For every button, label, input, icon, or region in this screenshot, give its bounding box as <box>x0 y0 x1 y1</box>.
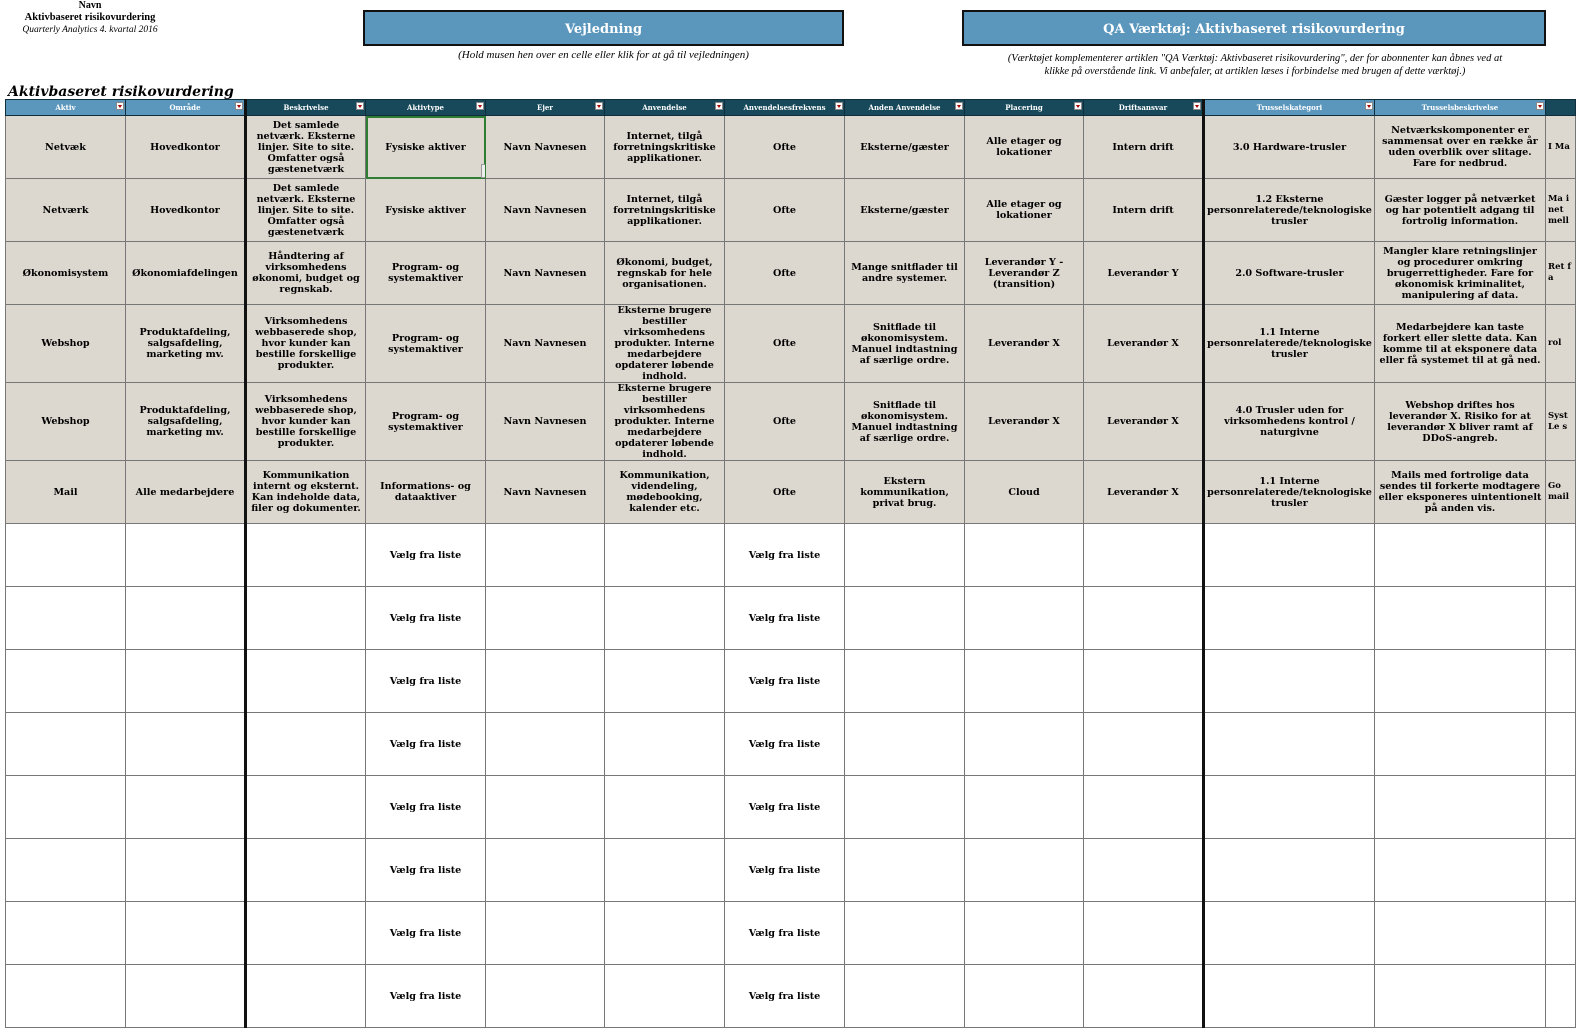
table-cell[interactable] <box>845 965 965 1028</box>
table-cell[interactable] <box>246 965 366 1028</box>
table-cell[interactable]: Håndtering af virksomhedens økonomi, budget og regnskab. <box>246 242 366 305</box>
table-cell[interactable] <box>246 524 366 587</box>
filter-dropdown-icon[interactable] <box>1536 102 1544 110</box>
table-cell[interactable]: Vælg fra liste <box>725 713 845 776</box>
table-cell[interactable] <box>605 650 725 713</box>
table-cell[interactable]: Vælg fra liste <box>366 524 486 587</box>
table-cell[interactable]: Ofte <box>725 305 845 383</box>
table-cell[interactable]: Økonomiafdelingen <box>126 242 246 305</box>
table-row <box>6 965 1576 1028</box>
table-cell[interactable] <box>486 965 605 1028</box>
table-cell[interactable] <box>1204 587 1375 650</box>
table-cell[interactable]: Vælg fra liste <box>366 902 486 965</box>
table-row <box>6 650 1576 713</box>
column-header-label: Anvendelsesfrekvens <box>743 103 826 112</box>
table-cell[interactable]: Ma i net mell <box>1546 179 1576 242</box>
table-cell[interactable]: Snitflade til økonomisystem. Manuel indtastning af særlige ordre. <box>845 305 965 383</box>
table-cell[interactable]: Mail <box>6 461 126 524</box>
table-cell[interactable] <box>1084 839 1204 902</box>
table-cell[interactable]: Netvæk <box>6 116 126 179</box>
table-cell[interactable] <box>605 965 725 1028</box>
table-cell[interactable] <box>6 650 126 713</box>
table-cell[interactable]: Eksterne brugere bestiller virksomhedens produkter. Interne medarbejdere opdaterer løbende indhold. <box>605 383 725 461</box>
table-cell[interactable] <box>1084 902 1204 965</box>
table-cell[interactable]: Alle etager og lokationer <box>965 116 1084 179</box>
table-cell[interactable]: Mails med fortrolige data sendes til forkerte modtagere eller eksponeres uintentionelt på anden vis. <box>1375 461 1546 524</box>
table-cell[interactable] <box>246 902 366 965</box>
table-cell[interactable] <box>845 713 965 776</box>
table-cell[interactable]: Det samlede netværk. Eksterne linjer. Site to site. Omfatter også gæstenetværk <box>246 179 366 242</box>
table-cell[interactable] <box>1084 650 1204 713</box>
table-cell[interactable] <box>1546 965 1576 1028</box>
table-cell[interactable]: Eksterne brugere bestiller virksomhedens produkter. Interne medarbejdere opdaterer løbende indhold. <box>605 305 725 383</box>
table-cell[interactable] <box>605 839 725 902</box>
table-cell[interactable]: Alle etager og lokationer <box>965 179 1084 242</box>
table-cell[interactable]: Ekstern kommunikation, privat brug. <box>845 461 965 524</box>
column-header[interactable] <box>1546 100 1576 116</box>
table-cell[interactable] <box>845 839 965 902</box>
table-cell[interactable]: Intern drift <box>1084 179 1204 242</box>
table-cell[interactable] <box>126 524 246 587</box>
table-cell[interactable]: Ret f a <box>1546 242 1576 305</box>
table-cell[interactable]: Leverandør X <box>1084 305 1204 383</box>
filter-dropdown-icon[interactable] <box>835 102 843 110</box>
column-header[interactable] <box>725 100 845 116</box>
document-subtitle: Quarterly Analytics 4. kvartal 2016 <box>22 25 158 35</box>
tool-note-line-1: (Værktøjet komplementerer artiklen "QA Værktøj: Aktivbaseret risikovurdering", der for abonnenter kan åbnes ved at <box>1007 53 1503 64</box>
table-cell[interactable]: Leverandør X <box>1084 383 1204 461</box>
table-cell[interactable]: 1.1 Interne personrelaterede/teknologiske trusler <box>1204 461 1375 524</box>
table-cell[interactable]: Internet, tilgå forretningskritiske applikationer. <box>605 116 725 179</box>
table-cell[interactable] <box>1375 587 1546 650</box>
column-header-label: Trusselsbeskrivelse <box>1421 103 1499 112</box>
table-cell[interactable] <box>486 713 605 776</box>
table-cell[interactable]: Leverandør X <box>965 305 1084 383</box>
table-cell[interactable]: I Ma <box>1546 116 1576 179</box>
table-row <box>6 839 1576 902</box>
table-cell[interactable]: Fysiske aktiver <box>366 179 486 242</box>
column-header[interactable] <box>1084 100 1204 116</box>
table-cell[interactable]: 1.1 Interne personrelaterede/teknologiske trusler <box>1204 305 1375 383</box>
table-cell[interactable]: Vælg fra liste <box>366 839 486 902</box>
document-header <box>0 0 180 36</box>
table-cell[interactable]: 2.0 Software-trusler <box>1204 242 1375 305</box>
table-cell[interactable]: Navn Navnesen <box>486 179 605 242</box>
table-cell[interactable] <box>486 839 605 902</box>
table-row <box>6 902 1576 965</box>
table-cell[interactable] <box>246 587 366 650</box>
table-cell[interactable]: Fysiske aktiver <box>366 116 486 179</box>
filter-dropdown-icon[interactable] <box>715 102 723 110</box>
table-cell[interactable]: Webshop driftes hos leverandør X. Risiko for at leverandør X bliver ramt af DDoS-angreb. <box>1375 383 1546 461</box>
column-header-label: Ejer <box>536 103 553 112</box>
table-cell[interactable] <box>246 713 366 776</box>
table-cell[interactable] <box>965 713 1084 776</box>
table-row <box>6 776 1576 839</box>
table-cell[interactable] <box>605 524 725 587</box>
table-cell[interactable]: Ofte <box>725 116 845 179</box>
table-cell[interactable]: Eksterne/gæster <box>845 179 965 242</box>
table-cell[interactable] <box>605 713 725 776</box>
table-cell[interactable] <box>246 839 366 902</box>
table-cell[interactable]: Leverandør Y - Leverandør Z (transition) <box>965 242 1084 305</box>
table-cell[interactable] <box>486 650 605 713</box>
filter-dropdown-icon[interactable] <box>1365 102 1373 110</box>
table-cell[interactable]: rol <box>1546 305 1576 383</box>
column-header-label: Område <box>169 103 201 112</box>
table-cell[interactable] <box>1084 524 1204 587</box>
tool-link-button[interactable]: QA Værktøj: Aktivbaseret risikovurdering <box>962 10 1546 46</box>
column-header[interactable] <box>486 100 605 116</box>
table-cell[interactable]: Hovedkontor <box>126 116 246 179</box>
table-row <box>6 524 1576 587</box>
table-cell[interactable] <box>6 902 126 965</box>
table-cell[interactable] <box>486 776 605 839</box>
table-cell[interactable] <box>1204 713 1375 776</box>
table-cell[interactable] <box>126 776 246 839</box>
table-cell[interactable]: Vælg fra liste <box>725 776 845 839</box>
table-cell[interactable]: Leverandør X <box>965 383 1084 461</box>
table-cell[interactable]: Vælg fra liste <box>725 524 845 587</box>
table-cell[interactable]: Gæster logger på netværket og har potentielt adgang til fortrolig information. <box>1375 179 1546 242</box>
table-row <box>6 383 1576 461</box>
filter-dropdown-icon[interactable] <box>1074 102 1082 110</box>
table-cell[interactable]: Kommunikation internt og eksternt. Kan indeholde data, filer og dokumenter. <box>246 461 366 524</box>
table-cell[interactable] <box>1204 776 1375 839</box>
table-cell[interactable]: Vælg fra liste <box>366 713 486 776</box>
table-row <box>6 713 1576 776</box>
column-header[interactable] <box>1204 100 1375 116</box>
table-cell[interactable] <box>1546 587 1576 650</box>
filter-dropdown-icon[interactable] <box>1193 102 1201 110</box>
table-cell[interactable]: Produktafdeling, salgsafdeling, marketing mv. <box>126 383 246 461</box>
filter-dropdown-icon[interactable] <box>356 102 364 110</box>
table-cell[interactable]: Snitflade til økonomisystem. Manuel indtastning af særlige ordre. <box>845 383 965 461</box>
guide-button[interactable]: Vejledning <box>363 10 844 46</box>
table-cell[interactable] <box>1375 902 1546 965</box>
column-header[interactable] <box>965 100 1084 116</box>
table-cell[interactable]: Alle medarbejdere <box>126 461 246 524</box>
filter-dropdown-icon[interactable] <box>116 102 124 110</box>
table-cell[interactable]: Eksterne/gæster <box>845 116 965 179</box>
table-cell[interactable]: Ofte <box>725 242 845 305</box>
table-cell[interactable] <box>126 713 246 776</box>
table-cell[interactable] <box>126 587 246 650</box>
column-header-label: Aktivtype <box>407 103 444 112</box>
table-cell[interactable]: Mange snitflader til andre systemer. <box>845 242 965 305</box>
table-cell[interactable]: Det samlede netværk. Eksterne linjer. Site to site. Omfatter også gæstenetværk <box>246 116 366 179</box>
table-cell[interactable]: Cloud <box>965 461 1084 524</box>
table-cell[interactable] <box>126 965 246 1028</box>
table-cell[interactable] <box>246 776 366 839</box>
table-cell[interactable] <box>1204 524 1375 587</box>
table-cell[interactable] <box>126 650 246 713</box>
table-cell[interactable] <box>6 776 126 839</box>
table-cell[interactable] <box>1546 902 1576 965</box>
table-cell[interactable] <box>1375 965 1546 1028</box>
table-cell[interactable] <box>605 776 725 839</box>
table-cell[interactable] <box>246 650 366 713</box>
table-cell[interactable]: Vælg fra liste <box>366 776 486 839</box>
table-cell[interactable] <box>965 524 1084 587</box>
name-label: Navn <box>78 0 102 11</box>
table-cell[interactable]: Intern drift <box>1084 116 1204 179</box>
filter-dropdown-icon[interactable] <box>595 102 603 110</box>
table-cell[interactable] <box>1084 965 1204 1028</box>
table-cell[interactable] <box>605 902 725 965</box>
table-cell[interactable]: Vælg fra liste <box>725 587 845 650</box>
table-cell[interactable] <box>1546 650 1576 713</box>
table-cell[interactable] <box>6 587 126 650</box>
table-cell[interactable] <box>1204 650 1375 713</box>
table-cell[interactable]: Leverandør X <box>1084 461 1204 524</box>
header-row <box>6 100 1576 116</box>
table-cell[interactable]: Økonomi, budget, regnskab for hele organisationen. <box>605 242 725 305</box>
column-header[interactable] <box>126 100 246 116</box>
table-cell[interactable]: Navn Navnesen <box>486 461 605 524</box>
table-cell[interactable]: Vælg fra liste <box>366 587 486 650</box>
table-cell[interactable]: Vælg fra liste <box>725 965 845 1028</box>
table-body <box>6 116 1576 1028</box>
filter-dropdown-icon[interactable] <box>476 102 484 110</box>
table-cell[interactable]: Vælg fra liste <box>725 650 845 713</box>
table-cell[interactable] <box>1084 587 1204 650</box>
table-cell[interactable] <box>1375 776 1546 839</box>
table-cell[interactable]: Go mail <box>1546 461 1576 524</box>
column-header[interactable] <box>1375 100 1546 116</box>
table-cell[interactable]: Produktafdeling, salgsafdeling, marketing mv. <box>126 305 246 383</box>
table-row <box>6 242 1576 305</box>
table-cell[interactable]: Syst Le s <box>1546 383 1576 461</box>
filter-dropdown-icon[interactable] <box>235 102 243 110</box>
table-cell[interactable]: Netværk <box>6 179 126 242</box>
table-cell[interactable] <box>845 587 965 650</box>
column-header[interactable] <box>6 100 126 116</box>
column-header-label: Placering <box>1005 103 1043 112</box>
table-cell[interactable] <box>605 587 725 650</box>
table-cell[interactable]: Kommunikation, videndeling, mødebooking, kalender etc. <box>605 461 725 524</box>
table-cell[interactable] <box>1204 839 1375 902</box>
filter-dropdown-icon[interactable] <box>955 102 963 110</box>
column-header[interactable] <box>845 100 965 116</box>
table-cell[interactable]: Ofte <box>725 383 845 461</box>
table-cell[interactable] <box>6 839 126 902</box>
table-cell[interactable] <box>1546 713 1576 776</box>
table-cell[interactable] <box>126 902 246 965</box>
table-cell[interactable] <box>1546 776 1576 839</box>
table-cell[interactable] <box>486 587 605 650</box>
table-cell[interactable]: Vælg fra liste <box>725 902 845 965</box>
table-cell[interactable] <box>845 902 965 965</box>
table-cell[interactable]: Program- og systemaktiver <box>366 242 486 305</box>
table-row <box>6 116 1576 179</box>
table-cell[interactable]: Vælg fra liste <box>725 839 845 902</box>
table-row <box>6 587 1576 650</box>
risk-table <box>5 99 1576 1028</box>
table-cell[interactable]: Navn Navnesen <box>486 305 605 383</box>
table-cell[interactable]: Program- og systemaktiver <box>366 383 486 461</box>
table-row <box>6 461 1576 524</box>
table-row <box>6 179 1576 242</box>
column-header-label: Anvendelse <box>642 103 687 112</box>
table-cell[interactable]: Medarbejdere kan taste forkert eller slette data. Kan komme til at eksponere data eller få systemet til at gå ned. <box>1375 305 1546 383</box>
table-cell[interactable]: Navn Navnesen <box>486 242 605 305</box>
column-header-label: Driftsansvar <box>1118 103 1168 112</box>
table-cell[interactable] <box>965 650 1084 713</box>
table-cell[interactable] <box>965 902 1084 965</box>
column-header[interactable] <box>366 100 486 116</box>
table-cell[interactable] <box>965 965 1084 1028</box>
column-header-label: Trusselskategori <box>1256 103 1323 112</box>
table-cell[interactable] <box>1084 776 1204 839</box>
table-cell[interactable] <box>1375 839 1546 902</box>
table-cell[interactable] <box>1084 713 1204 776</box>
table-cell[interactable] <box>965 839 1084 902</box>
table-cell[interactable]: 3.0 Hardware-trusler <box>1204 116 1375 179</box>
table-cell[interactable] <box>845 650 965 713</box>
cell-dropdown-icon[interactable] <box>481 164 486 178</box>
table-cell[interactable] <box>1375 650 1546 713</box>
table-cell[interactable] <box>1204 965 1375 1028</box>
table-cell[interactable]: Økonomisystem <box>6 242 126 305</box>
section-title: Aktivbaseret risikovurdering <box>8 84 234 100</box>
table-cell[interactable] <box>1375 524 1546 587</box>
table-cell[interactable]: Navn Navnesen <box>486 383 605 461</box>
table-cell[interactable] <box>6 965 126 1028</box>
table-cell[interactable]: 1.2 Eksterne personrelaterede/teknologiske trusler <box>1204 179 1375 242</box>
table-cell[interactable] <box>1546 524 1576 587</box>
table-cell[interactable] <box>1546 839 1576 902</box>
table-cell[interactable]: Ofte <box>725 461 845 524</box>
table-cell[interactable] <box>6 713 126 776</box>
table-cell[interactable]: Ofte <box>725 179 845 242</box>
table-cell[interactable]: Navn Navnesen <box>486 116 605 179</box>
table-cell[interactable]: Informations- og dataaktiver <box>366 461 486 524</box>
table-cell[interactable]: Leverandør Y <box>1084 242 1204 305</box>
table-cell[interactable]: Hovedkontor <box>126 179 246 242</box>
table-cell[interactable] <box>126 839 246 902</box>
table-cell[interactable]: Internet, tilgå forretningskritiske applikationer. <box>605 179 725 242</box>
table-cell[interactable] <box>486 902 605 965</box>
table-cell[interactable] <box>1375 713 1546 776</box>
column-header-label: Aktiv <box>55 103 76 112</box>
table-cell[interactable]: Mangler klare retningslinjer og procedurer omkring brugerrettigheder. Fare for økonomisk kriminalitet, manipulering af data. <box>1375 242 1546 305</box>
table-cell[interactable]: Vælg fra liste <box>366 965 486 1028</box>
table-cell[interactable] <box>486 524 605 587</box>
column-header-label: Anden Anvendelse <box>868 103 941 112</box>
table-cell[interactable] <box>6 524 126 587</box>
column-header[interactable] <box>246 100 366 116</box>
table-cell[interactable]: Virksomhedens webbaserede shop, hvor kunder kan bestille forskellige produkter. <box>246 383 366 461</box>
table-cell[interactable]: 4.0 Trusler uden for virksomhedens kontrol / naturgivne <box>1204 383 1375 461</box>
table-cell[interactable]: Program- og systemaktiver <box>366 305 486 383</box>
table-cell[interactable]: Webshop <box>6 305 126 383</box>
table-cell[interactable]: Webshop <box>6 383 126 461</box>
table-cell[interactable] <box>845 776 965 839</box>
table-cell[interactable] <box>965 587 1084 650</box>
tool-note-line-2: klikke på overstående link. Vi anbefaler, at artiklen læses i forbindelse med brugen af dette værktøj.) <box>1044 66 1466 77</box>
table-cell[interactable] <box>845 524 965 587</box>
column-header[interactable] <box>605 100 725 116</box>
table-cell[interactable]: Vælg fra liste <box>366 650 486 713</box>
document-title: Aktivbaseret risikovurdering <box>24 12 156 23</box>
table-cell[interactable]: Netværkskomponenter er sammensat over en række år uden overblik over slitage. Fare for nedbrud. <box>1375 116 1546 179</box>
guide-note: (Hold musen hen over en celle eller klik for at gå til vejledningen) <box>458 49 749 61</box>
table-cell[interactable] <box>1204 902 1375 965</box>
tool-note <box>950 52 1560 78</box>
table-cell[interactable] <box>965 776 1084 839</box>
column-header-label: Beskrivelse <box>283 103 329 112</box>
table-cell[interactable]: Virksomhedens webbaserede shop, hvor kunder kan bestille forskellige produkter. <box>246 305 366 383</box>
table-row <box>6 305 1576 383</box>
